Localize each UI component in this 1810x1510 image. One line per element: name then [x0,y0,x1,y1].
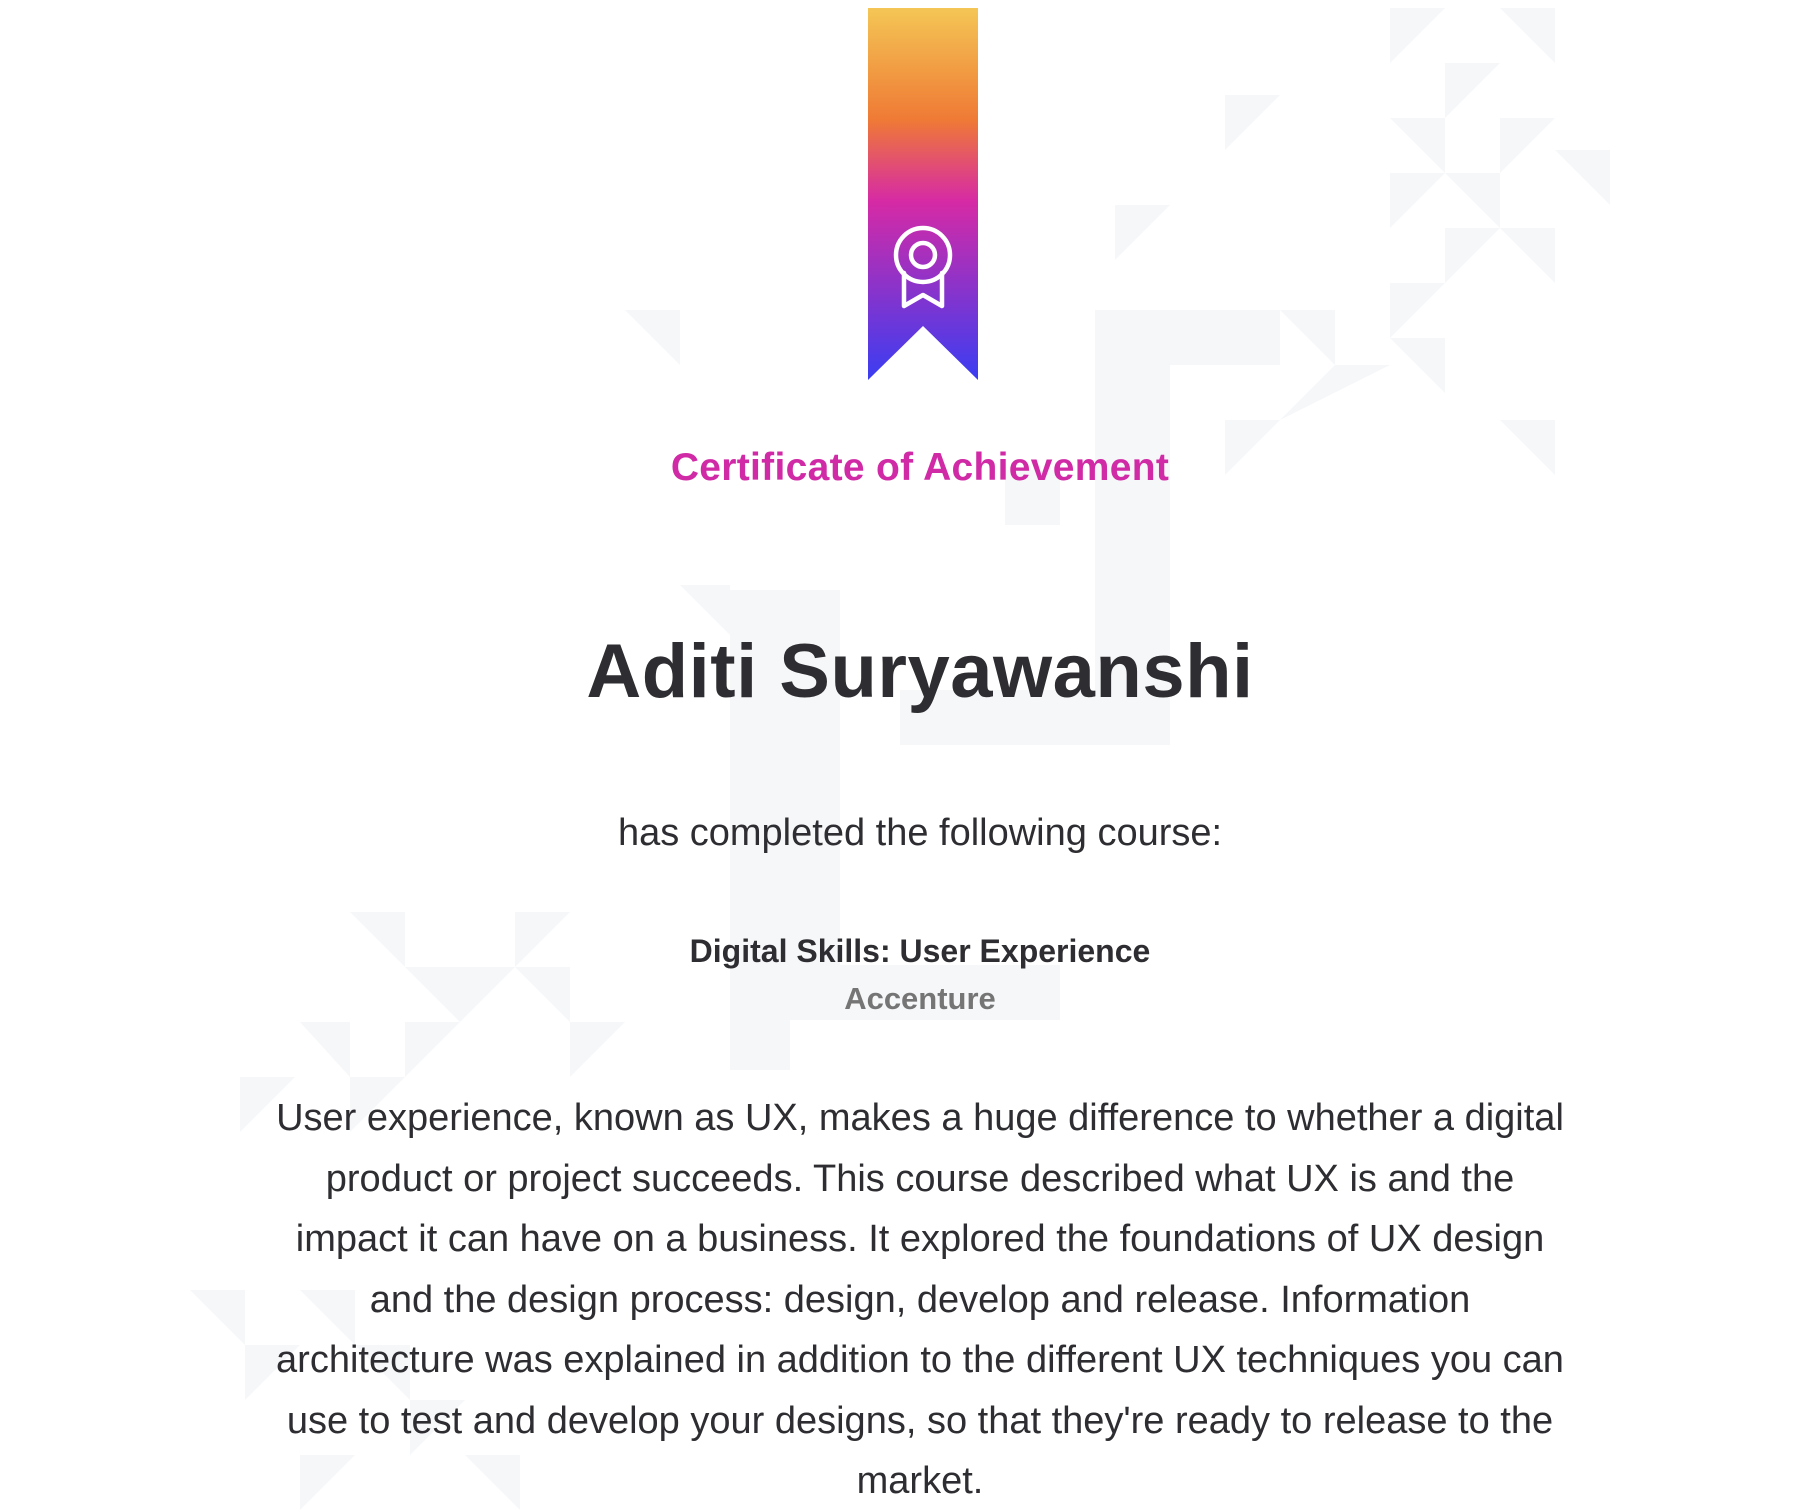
certificate-title: Certificate of Achievement [670,446,1170,489]
course-name: Digital Skills: User Experience [689,933,1151,969]
course-organization: Accenture [844,981,996,1016]
completion-text: has completed the following course: [617,812,1223,854]
recipient-name: Aditi Suryawanshi [586,629,1254,714]
course-description: User experience, known as UX, makes a huge difference to whether a digital product or project succeeds. This course described what UX is and the impact it can have on a business. It explored the foundations of UX design and the design process: design, develop and release. Information architecture was explained in addition to the different UX techniques you can use to test and develop your designs, so that they're ready to release to the market. [276,1097,1564,1502]
